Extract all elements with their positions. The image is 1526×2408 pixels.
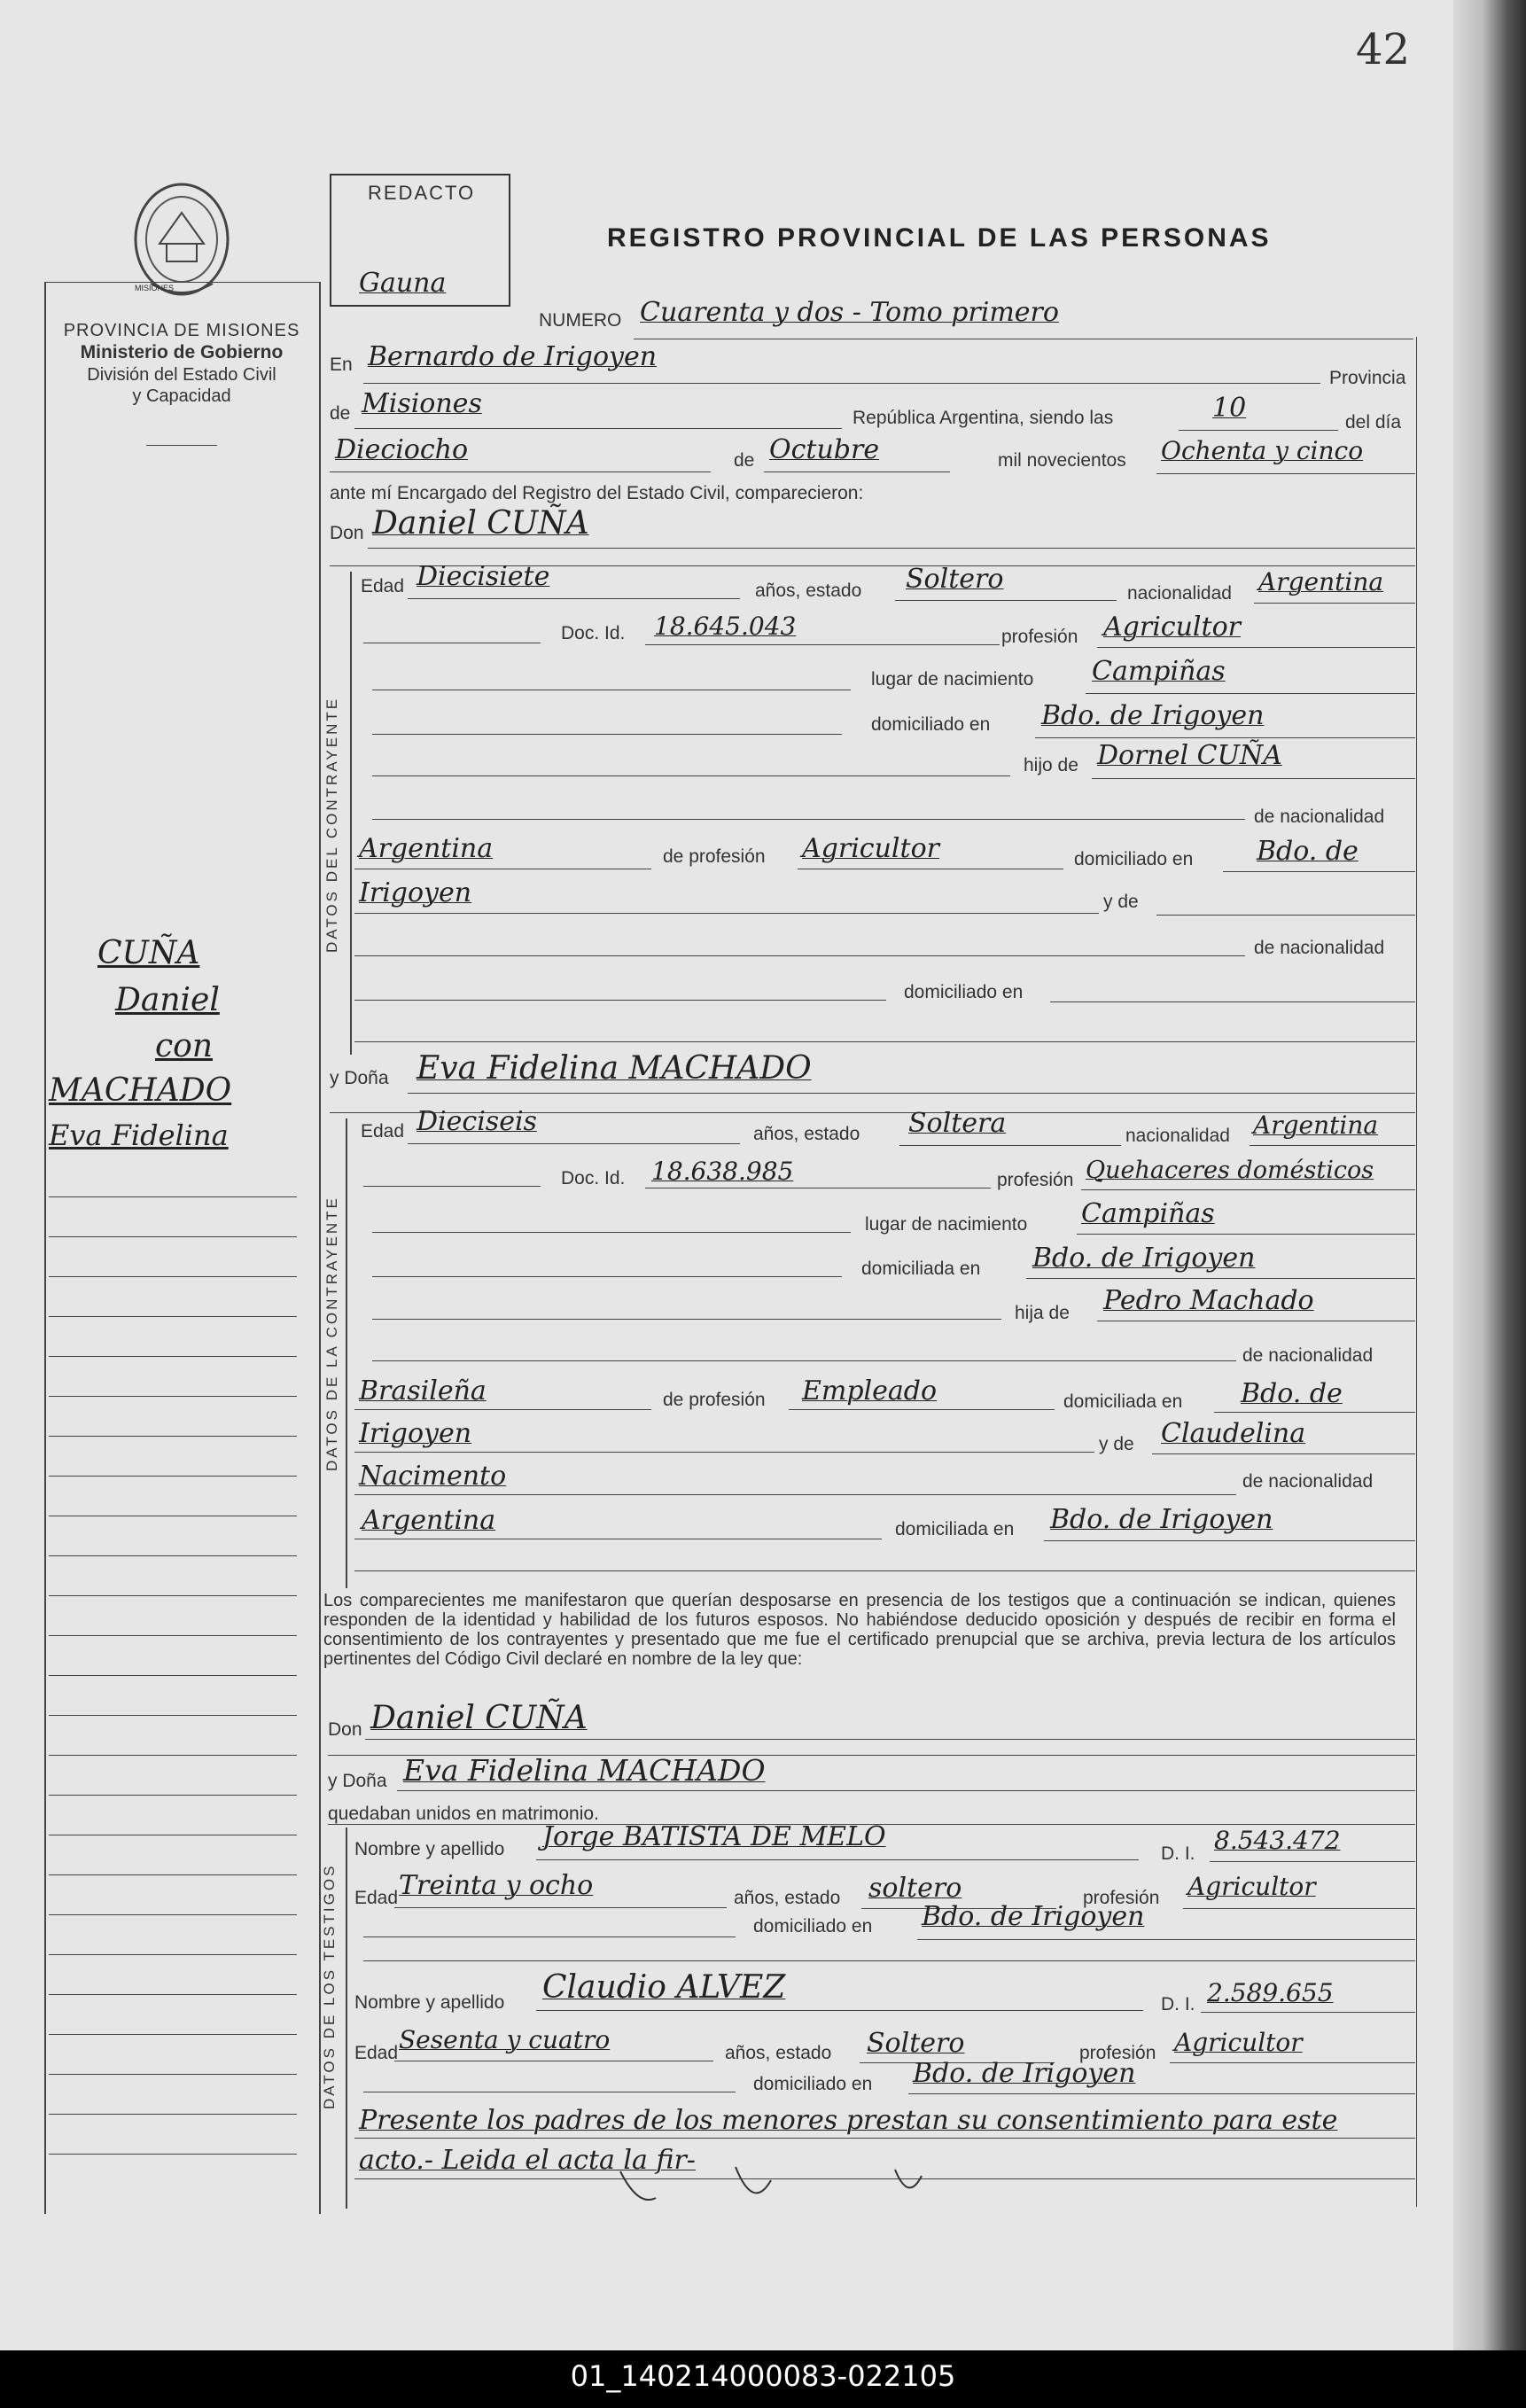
ante-text: ante mí Encargado del Registro del Estado Civil, comparecieron: (330, 483, 864, 503)
seal-text: MISIONES (135, 284, 175, 292)
f-madre2: Nacimento (359, 1461, 507, 1492)
page-number: 42 (1356, 25, 1411, 74)
f-nac-label: nacionalidad (1125, 1126, 1230, 1146)
mil-label: mil novecientos (998, 450, 1126, 471)
f-de-prof-label: de profesión (663, 1390, 766, 1410)
t2-prof-label: profesión (1079, 2043, 1156, 2063)
en-label: En (330, 355, 353, 375)
f-padre-dom: Bdo. de (1241, 1378, 1343, 1409)
margin-name-groom: Daniel (115, 982, 220, 1018)
c-prof-value: Agricultor (1103, 612, 1241, 643)
de2-label: de (734, 450, 755, 471)
f-hija-label: hija de (1015, 1303, 1070, 1323)
provincial-seal-icon (124, 177, 239, 301)
t1-di: 8.543.472 (1214, 1826, 1341, 1855)
margin-name-bride: Eva Fidelina (49, 1118, 229, 1152)
c-anios-label: años, estado (755, 581, 862, 601)
t1-nombre: Jorge BATISTA DE MELO (542, 1821, 886, 1852)
anio-value: Ochenta y cinco (1161, 436, 1364, 465)
c-doc-value: 18.645.043 (654, 612, 797, 641)
agency-division: División del Estado Civil (87, 365, 276, 385)
t1-dom: Bdo. de Irigoyen (922, 1901, 1145, 1932)
don-label: Don (330, 523, 364, 543)
f-madre-dom: Bdo. de Irigoyen (1050, 1504, 1273, 1535)
f-padre-prof: Empleado (802, 1375, 938, 1407)
dona-label: y Doña (330, 1068, 389, 1088)
t2-nombre: Claudio ALVEZ (542, 1969, 786, 2006)
c-padre-prof: Agricultor (802, 833, 939, 864)
file-identifier: 01_140214000083-022105 (570, 2359, 956, 2393)
numero-value: Cuarenta y dos - Tomo primero (640, 297, 1059, 328)
c-nac-label: nacionalidad (1127, 583, 1232, 604)
c-dom-value: Bdo. de Irigoyen (1041, 700, 1265, 731)
c-lugar-label: lugar de nacimiento (871, 669, 1034, 690)
t1-nombre-label: Nombre y apellido (354, 1839, 505, 1859)
book-spine (1453, 0, 1526, 2350)
f-estado-value: Soltera (908, 1108, 1007, 1139)
t1-dom-label: domiciliado en (753, 1916, 873, 1937)
c-nac-value: Argentina (1258, 567, 1384, 596)
del-dia-label: del día (1345, 412, 1402, 433)
dia-value: Dieciocho (335, 434, 469, 465)
f-lugar-label: lugar de nacimiento (865, 1214, 1028, 1235)
agency-ministry: Ministerio de Gobierno (80, 342, 284, 362)
en-value: Bernardo de Irigoyen (368, 341, 658, 372)
f-doc-label: Doc. Id. (561, 1168, 626, 1188)
c-padre-dom-label: domiciliado en (1074, 849, 1194, 869)
c-estado-value: Soltero (906, 564, 1004, 595)
t2-dom-label: domiciliado en (753, 2074, 873, 2094)
margin-con: con (155, 1028, 214, 1064)
handwriting-stroke-icon (603, 2163, 957, 2216)
f-anios-label: años, estado (753, 1124, 860, 1144)
t2-prof: Agricultor (1174, 2028, 1303, 2057)
t2-dom: Bdo. de Irigoyen (913, 2058, 1136, 2089)
decl-unidos: quedaban unidos en matrimonio. (328, 1804, 599, 1824)
section-label-groom: DATOS DEL CONTRAYENTE (323, 696, 340, 953)
f-madre-nac: Argentina (362, 1505, 496, 1536)
c-dom-label: domiciliado en (871, 714, 991, 735)
t1-edad-label: Edad (354, 1888, 399, 1908)
decl-bride-name: Eva Fidelina MACHADO (403, 1753, 766, 1788)
f-edad-value: Dieciseis (417, 1106, 537, 1137)
t1-di-label: D. I. (1161, 1843, 1195, 1864)
c-doc-label: Doc. Id. (561, 623, 626, 643)
f-prof-label: profesión (997, 1170, 1074, 1190)
c-padre-dom: Bdo. de (1257, 836, 1359, 867)
t2-edad-label: Edad (354, 2043, 399, 2063)
f-edad-label: Edad (361, 1121, 405, 1142)
f-hija-value: Pedro Machado (1103, 1285, 1314, 1316)
t1-edad: Treinta y ocho (399, 1870, 594, 1901)
c-hijo-value: Dornel CUÑA (1097, 740, 1282, 771)
f-y-de-label: y de (1099, 1434, 1134, 1454)
provincia-label: Provincia (1329, 368, 1406, 388)
t1-anios-label: años, estado (734, 1888, 841, 1908)
republica-label: República Argentina, siendo las (853, 408, 1114, 428)
margin-surname-bride: MACHADO (49, 1072, 232, 1109)
bride-name: Eva Fidelina MACHADO (417, 1050, 812, 1087)
t1-prof: Agricultor (1187, 1872, 1316, 1901)
c-y-de-label: y de (1103, 892, 1139, 912)
mes-value: Octubre (769, 434, 880, 465)
f-lugar-value: Campiñas (1081, 1198, 1215, 1229)
de-label: de (330, 403, 351, 424)
closing-note: Presente los padres de los menores prestan su consentimiento para este acto.- Leida el acta la fir- (359, 2105, 1338, 2176)
decl-groom-name: Daniel CUÑA (370, 1700, 588, 1736)
f-doc-value: 18.638.985 (651, 1157, 794, 1186)
c-padre-dom2: Irigoyen (359, 877, 472, 908)
groom-name: Daniel CUÑA (372, 505, 589, 542)
f-padre-dom2: Irigoyen (359, 1418, 472, 1449)
t1-prof-label: profesión (1083, 1888, 1160, 1908)
c-edad-label: Edad (361, 576, 405, 596)
f-de-nac-label: de nacionalidad (1242, 1345, 1374, 1366)
f-nac-value: Argentina (1253, 1110, 1379, 1140)
margin-surname-groom: CUÑA (97, 935, 200, 971)
f-prof-value: Quehaceres domésticos (1086, 1157, 1374, 1184)
section-label-witnesses: DATOS DE LOS TESTIGOS (321, 1863, 338, 2109)
t2-anios-label: años, estado (725, 2043, 832, 2063)
f-madre: Claudelina (1161, 1418, 1306, 1449)
t2-nombre-label: Nombre y apellido (354, 1992, 505, 2013)
f-padre-nac: Brasileña (359, 1375, 487, 1407)
t2-estado: Soltero (867, 2028, 965, 2059)
agency-capacity: y Capacidad (132, 386, 231, 406)
t2-edad: Sesenta y cuatro (399, 2025, 611, 2054)
de-value: Misiones (362, 388, 482, 419)
c-padre-nac: Argentina (359, 833, 494, 864)
c-de-nac-label: de nacionalidad (1254, 807, 1385, 827)
c-edad-value: Diecisiete (417, 561, 550, 592)
c-de-nac2-label: de nacionalidad (1254, 938, 1385, 958)
redacto-label: REDACTO (368, 182, 476, 204)
hora-value: 10 (1212, 393, 1247, 424)
decl-don-label: Don (328, 1719, 362, 1740)
decl-dona-label: y Doña (328, 1771, 387, 1791)
c-de-prof-label: de profesión (663, 846, 766, 867)
f-padre-dom-label: domiciliada en (1063, 1391, 1183, 1412)
f-dom2-label: domiciliada en (895, 1519, 1015, 1539)
numero-label: NUMERO (539, 310, 622, 331)
legal-notice: Los comparecientes me manifestaron que querían desposarse en presencia de los testigos que a continuación se indican, quienes responden de la identidad y habilidad de los futuros esposos. No habiéndose deducido oposición y después de recibir en forma el consentimiento de los contrayentes y presentado que me fue el certificado prenupcial que se archiva, previa lectura de los artículos pertinentes del Código Civil declaré en nombre de la ley que: (323, 1591, 1396, 1669)
f-de-nac2-label: de nacionalidad (1242, 1471, 1374, 1492)
f-dom-label: domiciliada en (861, 1259, 981, 1279)
section-label-bride: DATOS DE LA CONTRAYENTE (323, 1196, 340, 1471)
c-hijo-label: hijo de (1024, 755, 1078, 775)
t2-di: 2.589.655 (1207, 1978, 1334, 2007)
t1-estado: soltero (868, 1873, 962, 1904)
c-dom2-label: domiciliado en (904, 982, 1024, 1002)
agency-province: PROVINCIA DE MISIONES (63, 321, 300, 340)
c-lugar-value: Campiñas (1092, 656, 1226, 687)
t2-di-label: D. I. (1161, 1994, 1195, 2014)
f-dom-value: Bdo. de Irigoyen (1032, 1243, 1256, 1274)
c-prof-label: profesión (1001, 627, 1078, 647)
page-title: REGISTRO PROVINCIAL DE LAS PERSONAS (607, 223, 1272, 253)
redacto-name: Gauna (359, 268, 447, 299)
